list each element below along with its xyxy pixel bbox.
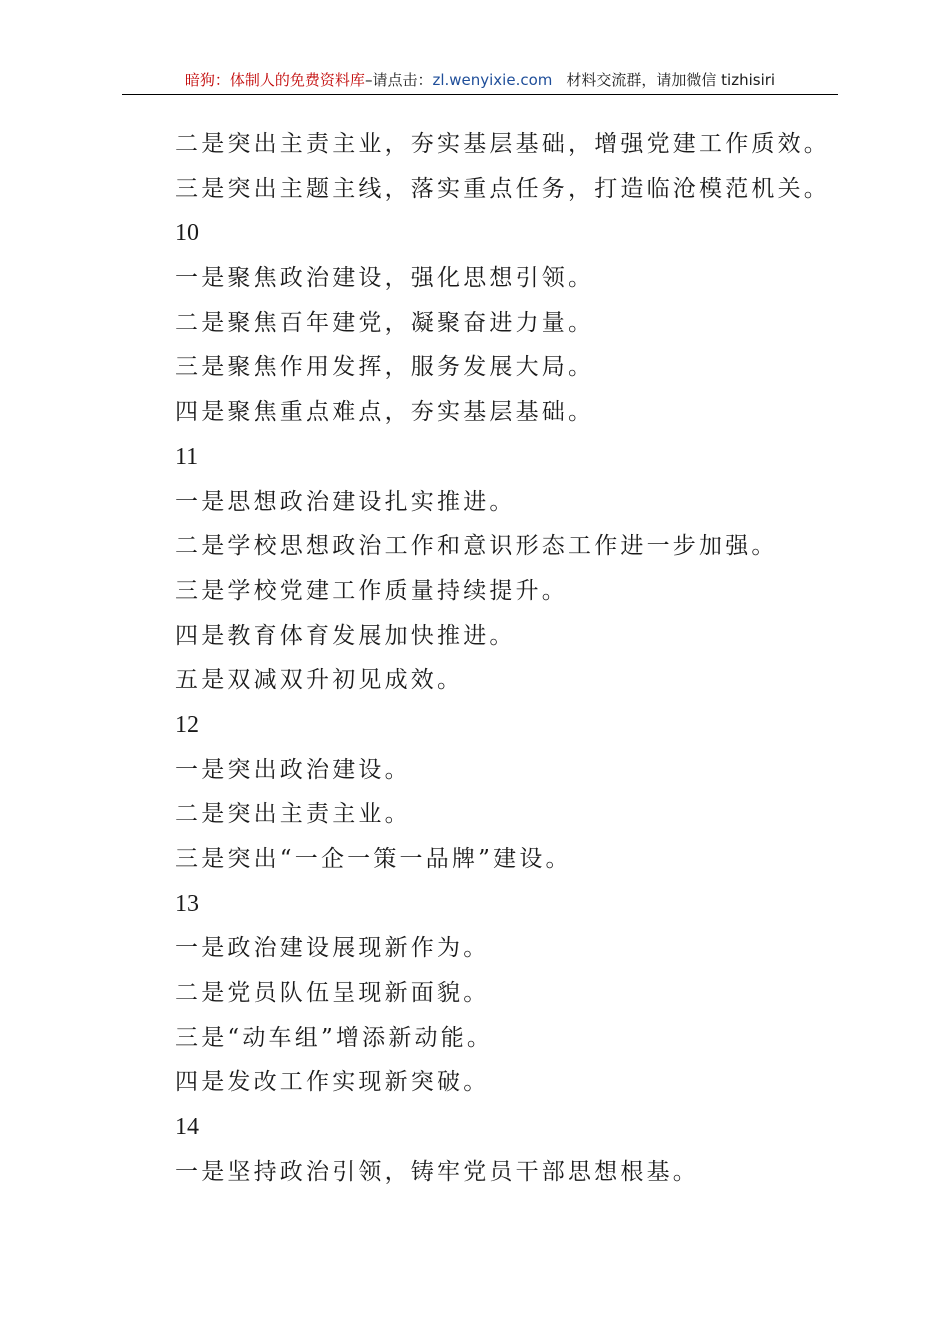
text-line: 三是学校党建工作质量持续提升。 [175,577,568,604]
text-line: 四是发改工作实现新突破。 [175,1069,490,1096]
section-number: 13 [175,890,199,917]
text-line: 三是突出“一企一策一品牌”建设。 [175,846,572,872]
text-line: 二是聚焦百年建党，凝聚奋进力量。 [175,309,595,336]
text-line: 一是政治建设展现新作为。 [175,935,490,962]
text-line: 二是党员队伍呈现新面貌。 [175,980,490,1007]
text-line: 二是突出主责主业，夯实基层基础，增强党建工作质效。 [175,131,830,157]
text-line: 三是聚焦作用发挥，服务发展大局。 [175,354,595,381]
section-number: 10 [175,220,199,247]
text-line: 一是坚持政治引领，铸牢党员干部思想根基。 [175,1158,699,1185]
text-line: 五是双减双升初见成效。 [175,667,464,694]
text-line: 四是教育体育发展加快推进。 [175,622,516,649]
text-line: 二是学校思想政治工作和意识形态工作进一步加强。 [175,533,778,560]
text-line: 三是突出主题主线，落实重点任务，打造临沧模范机关。 [175,175,830,202]
text-line: 一是突出政治建设。 [175,756,411,783]
header-contact: 材料交流群，请加微信 tizhisiri [566,71,776,89]
text-line: 三是“动车组”增添新动能。 [175,1024,494,1051]
section-number: 12 [175,711,199,738]
page-header [122,68,838,95]
header-brand: 暗狗：体制人的免费资料库 [184,71,365,89]
section-number: 11 [175,443,199,470]
text-line: 四是聚焦重点难点，夯实基层基础。 [175,399,595,426]
text-line: 二是突出主责主业。 [175,801,411,828]
text-line: 一是思想政治建设扎实推进。 [175,488,516,515]
header-link[interactable]: zl.wenyixie.com [432,71,553,89]
section-number: 14 [175,1114,199,1141]
header-prompt: –请点击： [364,71,433,89]
document-body [175,122,855,1195]
text-line: 一是聚焦政治建设，强化思想引领。 [175,265,595,292]
